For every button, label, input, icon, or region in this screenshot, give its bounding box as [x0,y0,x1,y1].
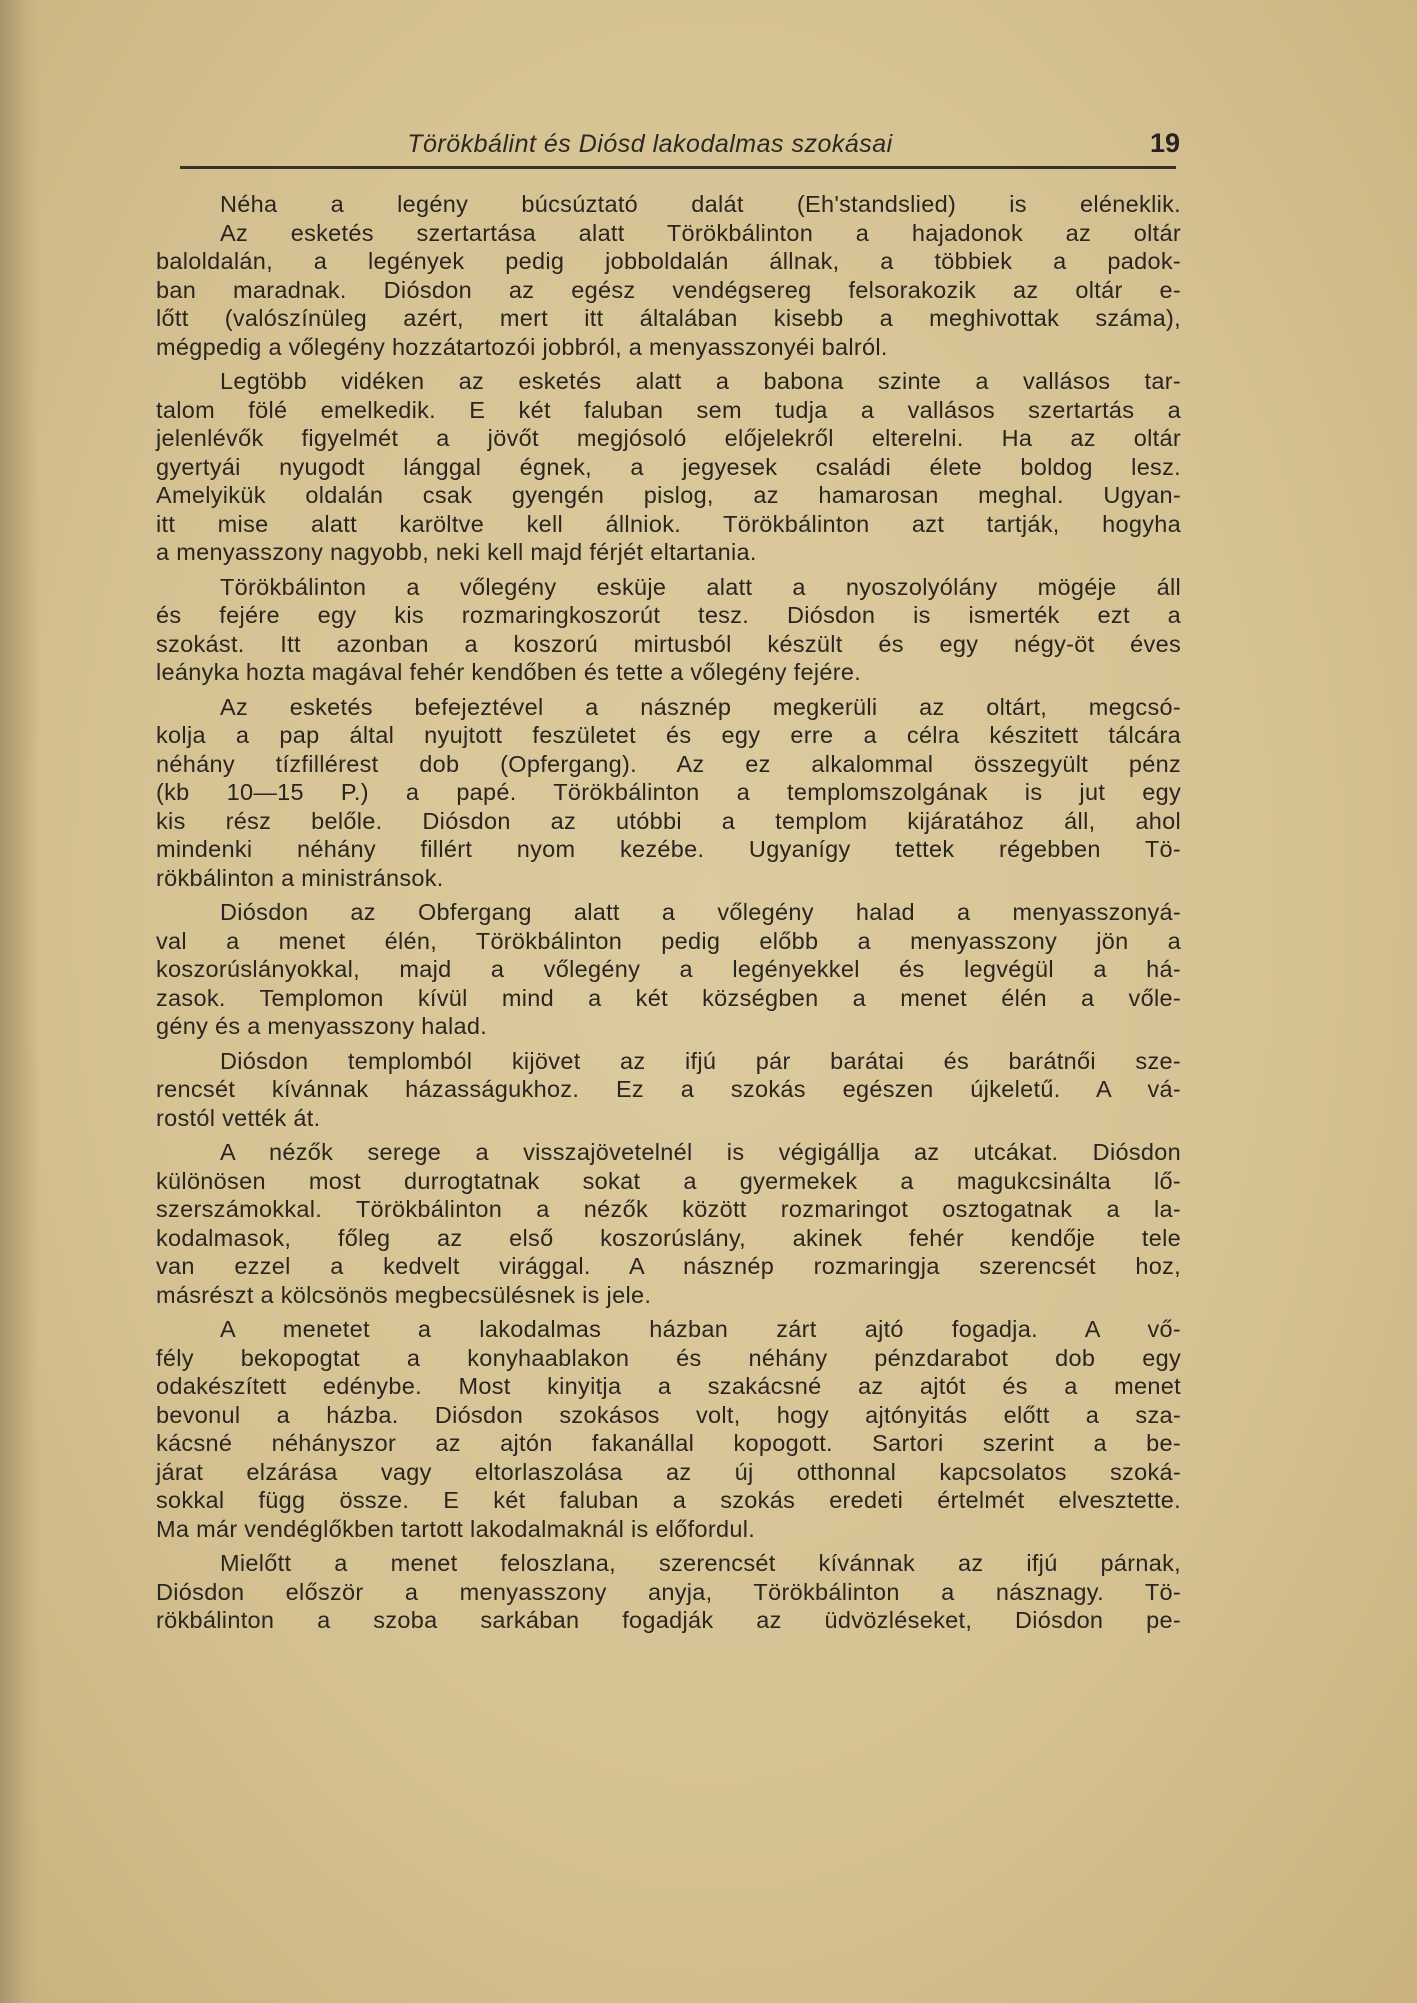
text-line: rencsét kívánnak házasságukhoz. Ez a szokás egészen újkeletű. A vá- [156,1076,1181,1102]
page-binding-edge [0,0,40,2003]
text-line: gény és a menyasszony halad. [156,1013,488,1039]
text-line: kolja a pap által nyujtott feszületet és egy erre a célra készitett tálcára [156,722,1181,748]
text-line: néhány tízfillérest dob (Opfergang). Az ez alkalommal összegyült pénz [156,750,1181,777]
text-line: ban maradnak. Diósdon az egész vendégsereg felsorakozik az oltár e- [156,276,1181,303]
text-line: Az esketés befejeztével a násznép megkerüli az oltárt, megcsó- [220,693,1181,720]
text-line: leányka hozta magával fehér kendőben és tette a vőlegény fejére. [156,659,862,685]
text-line: Törökbálinton a vőlegény esküje alatt a nyoszolyólány mögéje áll [220,573,1181,600]
text-line: A nézők serege a visszajövetelnél is végigállja az utcákat. Diósdon [220,1139,1181,1165]
text-line: mégpedig a vőlegény hozzátartozói jobbról, a menyasszonyéi balról. [156,333,888,360]
text-line: van ezzel a kedvelt virággal. A násznép rozmaringja szerencsét hoz, [156,1253,1181,1279]
text-line: Az esketés szertartása alatt Törökbálinton a hajadonok az oltár [220,219,1181,246]
text-line: jelenlévők figyelmét a jövőt megjósoló előjelekről elterelni. Ha az oltár [156,425,1181,451]
header-rule [180,166,1176,169]
text-line: rostól vették át. [156,1104,321,1131]
text-line: másrészt a kölcsönös megbecsülésnek is jele. [156,1281,652,1308]
text-line: járat elzárása vagy eltorlaszolása az új otthonnal kapcsolatos szoká- [156,1458,1181,1485]
text-line: kis rész belőle. Diósdon az utóbbi a templom kijáratához áll, ahol [156,807,1181,834]
text-line: Ma már vendéglőkben tartott lakodalmaknál is előfordul. [156,1515,756,1542]
text-line: sokkal függ össze. E két faluban a szokás eredeti értelmét elvesztette. [156,1487,1181,1513]
text-line: mindenki néhány fillért nyom kezébe. Ugyanígy tettek régebben Tö- [156,836,1181,862]
text-line: lőtt (valószínüleg azért, mert itt általában kisebb a meghivottak száma), [156,305,1181,331]
text-line: rökbálinton a szoba sarkában fogadják az üdvözléseket, Diósdon pe- [156,1607,1181,1633]
text-line: Diósdon templomból kijövet az ifjú pár barátai és barátnői sze- [220,1047,1181,1074]
page-number: 19 [1149,128,1180,158]
text-line: Amelyikük oldalán csak gyengén pislog, az hamarosan meghal. Ugyan- [156,482,1181,508]
text-line: baloldalán, a legények pedig jobboldalán állnak, a többiek a padok- [156,248,1181,274]
text-line: gyertyái nyugodt lánggal égnek, a jegyesek családi élete boldog lesz. [156,453,1181,480]
text-line: Mielőtt a menet feloszlana, szerencsét kívánnak az ifjú párnak, [220,1550,1181,1576]
text-line: Diósdon először a menyasszony anyja, Törökbálinton a násznagy. Tö- [156,1578,1181,1605]
text-line: szokást. Itt azonban a koszorú mirtusból készült és egy négy-öt éves [156,630,1181,657]
text-line: kodalmasok, főleg az első koszorúslány, akinek fehér kendője tele [156,1224,1181,1251]
text-line: bevonul a házba. Diósdon szokásos volt, hogy ajtónyitás előtt a sza- [156,1401,1181,1428]
text-line: (kb 10—15 P.) a papé. Törökbálinton a templomszolgának is jut egy [156,779,1181,805]
body-text [156,190,1181,1635]
text-line: Diósdon az Obfergang alatt a vőlegény halad a menyasszonyá- [220,899,1181,925]
running-title: Törökbálint és Diósd lakodalmas szokásai [407,130,893,158]
text-line: zasok. Templomon kívül mind a két községben a menet élén a vőle- [156,984,1181,1011]
text-line: és fejére egy kis rozmaringkoszorút tesz. Diósdon is ismerték ezt a [156,602,1181,628]
text-line: szerszámokkal. Törökbálinton a nézők között rozmaringot osztogatnak a la- [156,1196,1181,1222]
text-line: Legtöbb vidéken az esketés alatt a babona szinte a vallásos tar- [220,368,1181,394]
page-header [180,130,1180,166]
text-line: különösen most durrogtatnak sokat a gyermekek a magukcsinálta lő- [156,1167,1181,1194]
text-line: odakészített edénybe. Most kinyitja a szakácsné az ajtót és a menet [156,1373,1181,1399]
text-line: val a menet élén, Törökbálinton pedig előbb a menyasszony jön a [156,927,1181,954]
text-line: talom fölé emelkedik. E két faluban sem tudja a vallásos szertartás a [156,396,1181,423]
text-line: Néha a legény búcsúztató dalát (Eh'standslied) is eléneklik. [220,191,1181,217]
text-line: itt mise alatt karöltve kell állniok. Törökbálinton azt tartják, hogyha [156,510,1181,537]
text-line: fély bekopogtat a konyhaablakon és néhány pénzdarabot dob egy [156,1344,1181,1371]
text-line: a menyasszony nagyobb, neki kell majd férjét eltartania. [156,539,757,565]
text-line: A menetet a lakodalmas házban zárt ajtó fogadja. A vő- [220,1316,1181,1342]
text-line: kácsné néhányszor az ajtón fakanállal kopogott. Sartori szerint a be- [156,1430,1181,1456]
text-line: rökbálinton a ministránsok. [156,864,444,891]
text-line: koszorúslányokkal, majd a vőlegény a legényekkel és legvégül a há- [156,956,1181,982]
